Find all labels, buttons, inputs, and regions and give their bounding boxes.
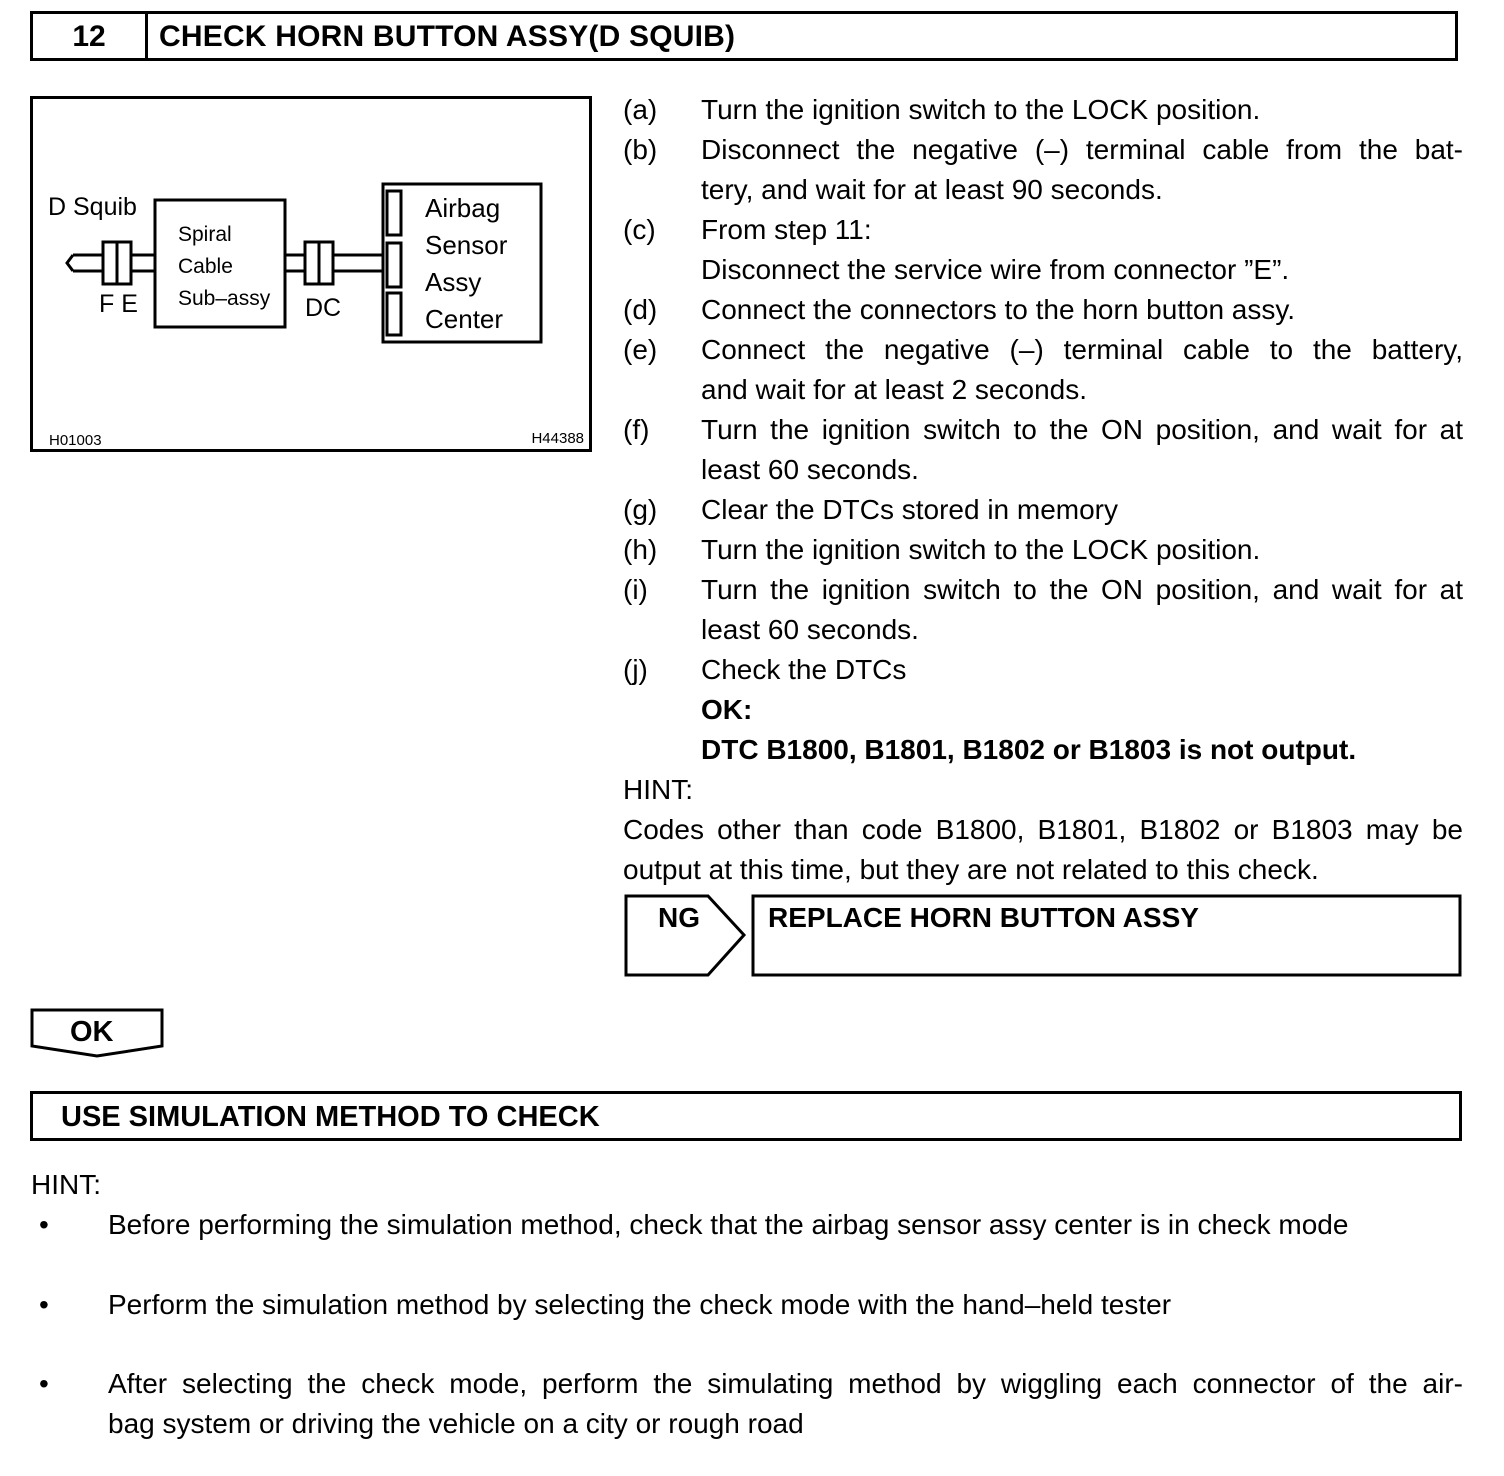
- bullet-text: After selecting the check mode, perform the simulating method by wiggling each connector of the air-: [108, 1368, 1463, 1399]
- step-j: [623, 650, 1463, 770]
- section-title: CHECK HORN BUTTON ASSY(D SQUIB): [159, 20, 736, 53]
- ng-flow: [624, 894, 1464, 978]
- bullet-text: bag system or driving the vehicle on a city or rough road: [108, 1408, 804, 1439]
- step-e: [623, 330, 1463, 410]
- step-text: tery, and wait for at least 90 seconds.: [701, 174, 1163, 205]
- step-label: (d): [623, 294, 658, 325]
- d-squib-label: D Squib: [48, 193, 137, 221]
- step-label: (f): [623, 414, 650, 445]
- step-a: [623, 90, 1463, 130]
- step-c: [623, 210, 1463, 290]
- ng-action: REPLACE HORN BUTTON ASSY: [768, 902, 1199, 933]
- ng-label: NG: [658, 902, 700, 933]
- fe-label: F E: [99, 290, 138, 318]
- connector-d: [305, 242, 319, 284]
- step-h: [623, 530, 1463, 570]
- bullet-dot: •: [39, 1368, 49, 1399]
- sensor-pin-3: [387, 293, 401, 335]
- hint-line: Codes other than code B1800, B1801, B1802 or B1803 may be: [623, 814, 1463, 845]
- connector-f: [103, 242, 117, 284]
- hint-line: output at this time, but they are not related to this check.: [623, 854, 1319, 885]
- step-number: 12: [33, 14, 148, 58]
- step-text: least 60 seconds.: [701, 614, 919, 645]
- step-label: (b): [623, 134, 658, 165]
- ok-flow: [30, 1008, 170, 1060]
- step-label: (i): [623, 574, 648, 605]
- bullet-text-block: [108, 1364, 1463, 1444]
- step-text: Clear the DTCs stored in memory: [701, 494, 1119, 525]
- step-label: (c): [623, 214, 656, 245]
- sensor-pin-1: [387, 191, 401, 235]
- step-label: (g): [623, 494, 658, 525]
- simulation-title: USE SIMULATION METHOD TO CHECK: [61, 1101, 600, 1133]
- ok-label: OK:: [701, 694, 753, 725]
- sensor-line-3: Assy: [425, 267, 482, 297]
- hint-bullet: [31, 1285, 1463, 1325]
- step-label: (j): [623, 654, 648, 685]
- spiral-line-1: Spiral: [178, 223, 232, 246]
- step-label: (e): [623, 334, 658, 365]
- step-text: Check the DTCs: [701, 654, 907, 685]
- bullet-dot: •: [39, 1289, 49, 1320]
- sensor-pin-2: [387, 243, 401, 287]
- step-label: (h): [623, 534, 658, 565]
- spiral-line-2: Cable: [178, 255, 233, 278]
- step-text: Connect the negative (–) terminal cable to the battery,: [701, 334, 1463, 365]
- step-text: Turn the ignition switch to the ON position, and wait for at: [701, 574, 1463, 605]
- ok-criteria: DTC B1800, B1801, B1802 or B1803 is not output.: [701, 734, 1357, 765]
- step-d: [623, 290, 1463, 330]
- step-text: Turn the ignition switch to the ON position, and wait for at: [701, 414, 1463, 445]
- step-text: Turn the ignition switch to the LOCK position.: [701, 534, 1261, 565]
- step-text: least 60 seconds.: [701, 454, 919, 485]
- step-f: [623, 410, 1463, 490]
- step-text: Turn the ignition switch to the LOCK position.: [701, 94, 1261, 125]
- squib-plug-tip: [67, 255, 73, 271]
- hint-bullet: [31, 1364, 1463, 1444]
- figure-code-right: H44388: [531, 430, 584, 447]
- step-text: and wait for at least 2 seconds.: [701, 374, 1087, 405]
- sensor-line-4: Center: [425, 304, 504, 334]
- connector-e: [117, 242, 131, 284]
- procedure-steps: [623, 90, 1463, 890]
- bullet-text: Perform the simulation method by selecting the check mode with the hand–held tester: [108, 1289, 1172, 1320]
- ok-flow-label: OK: [70, 1016, 114, 1048]
- step-text: Disconnect the service wire from connector ”E”.: [701, 254, 1290, 285]
- figure-code-left: H01003: [49, 432, 102, 449]
- section-header: [30, 11, 1458, 61]
- step-b: [623, 130, 1463, 210]
- step-i: [623, 570, 1463, 650]
- simulation-header: [30, 1091, 1462, 1141]
- hint-bullet: [31, 1205, 1463, 1245]
- sensor-line-2: Sensor: [425, 230, 508, 260]
- step-text: Disconnect the negative (–) terminal cable from the bat-: [701, 134, 1463, 165]
- spiral-line-3: Sub–assy: [178, 287, 271, 310]
- diagram-svg: [33, 99, 589, 449]
- bullet-text: Before performing the simulation method, check that the airbag sensor assy center is in check mode: [108, 1209, 1349, 1240]
- wiring-diagram: [30, 96, 592, 452]
- step-text: From step 11:: [701, 214, 872, 245]
- connector-c: [319, 242, 333, 284]
- step-g: [623, 490, 1463, 530]
- step-text: Connect the connectors to the horn button assy.: [701, 294, 1296, 325]
- hint2-label: HINT:: [31, 1169, 101, 1200]
- hint-label: HINT:: [623, 774, 693, 805]
- dc-label: DC: [305, 294, 342, 322]
- bullet-dot: •: [39, 1209, 49, 1240]
- sensor-line-1: Airbag: [425, 193, 501, 223]
- step-label: (a): [623, 94, 658, 125]
